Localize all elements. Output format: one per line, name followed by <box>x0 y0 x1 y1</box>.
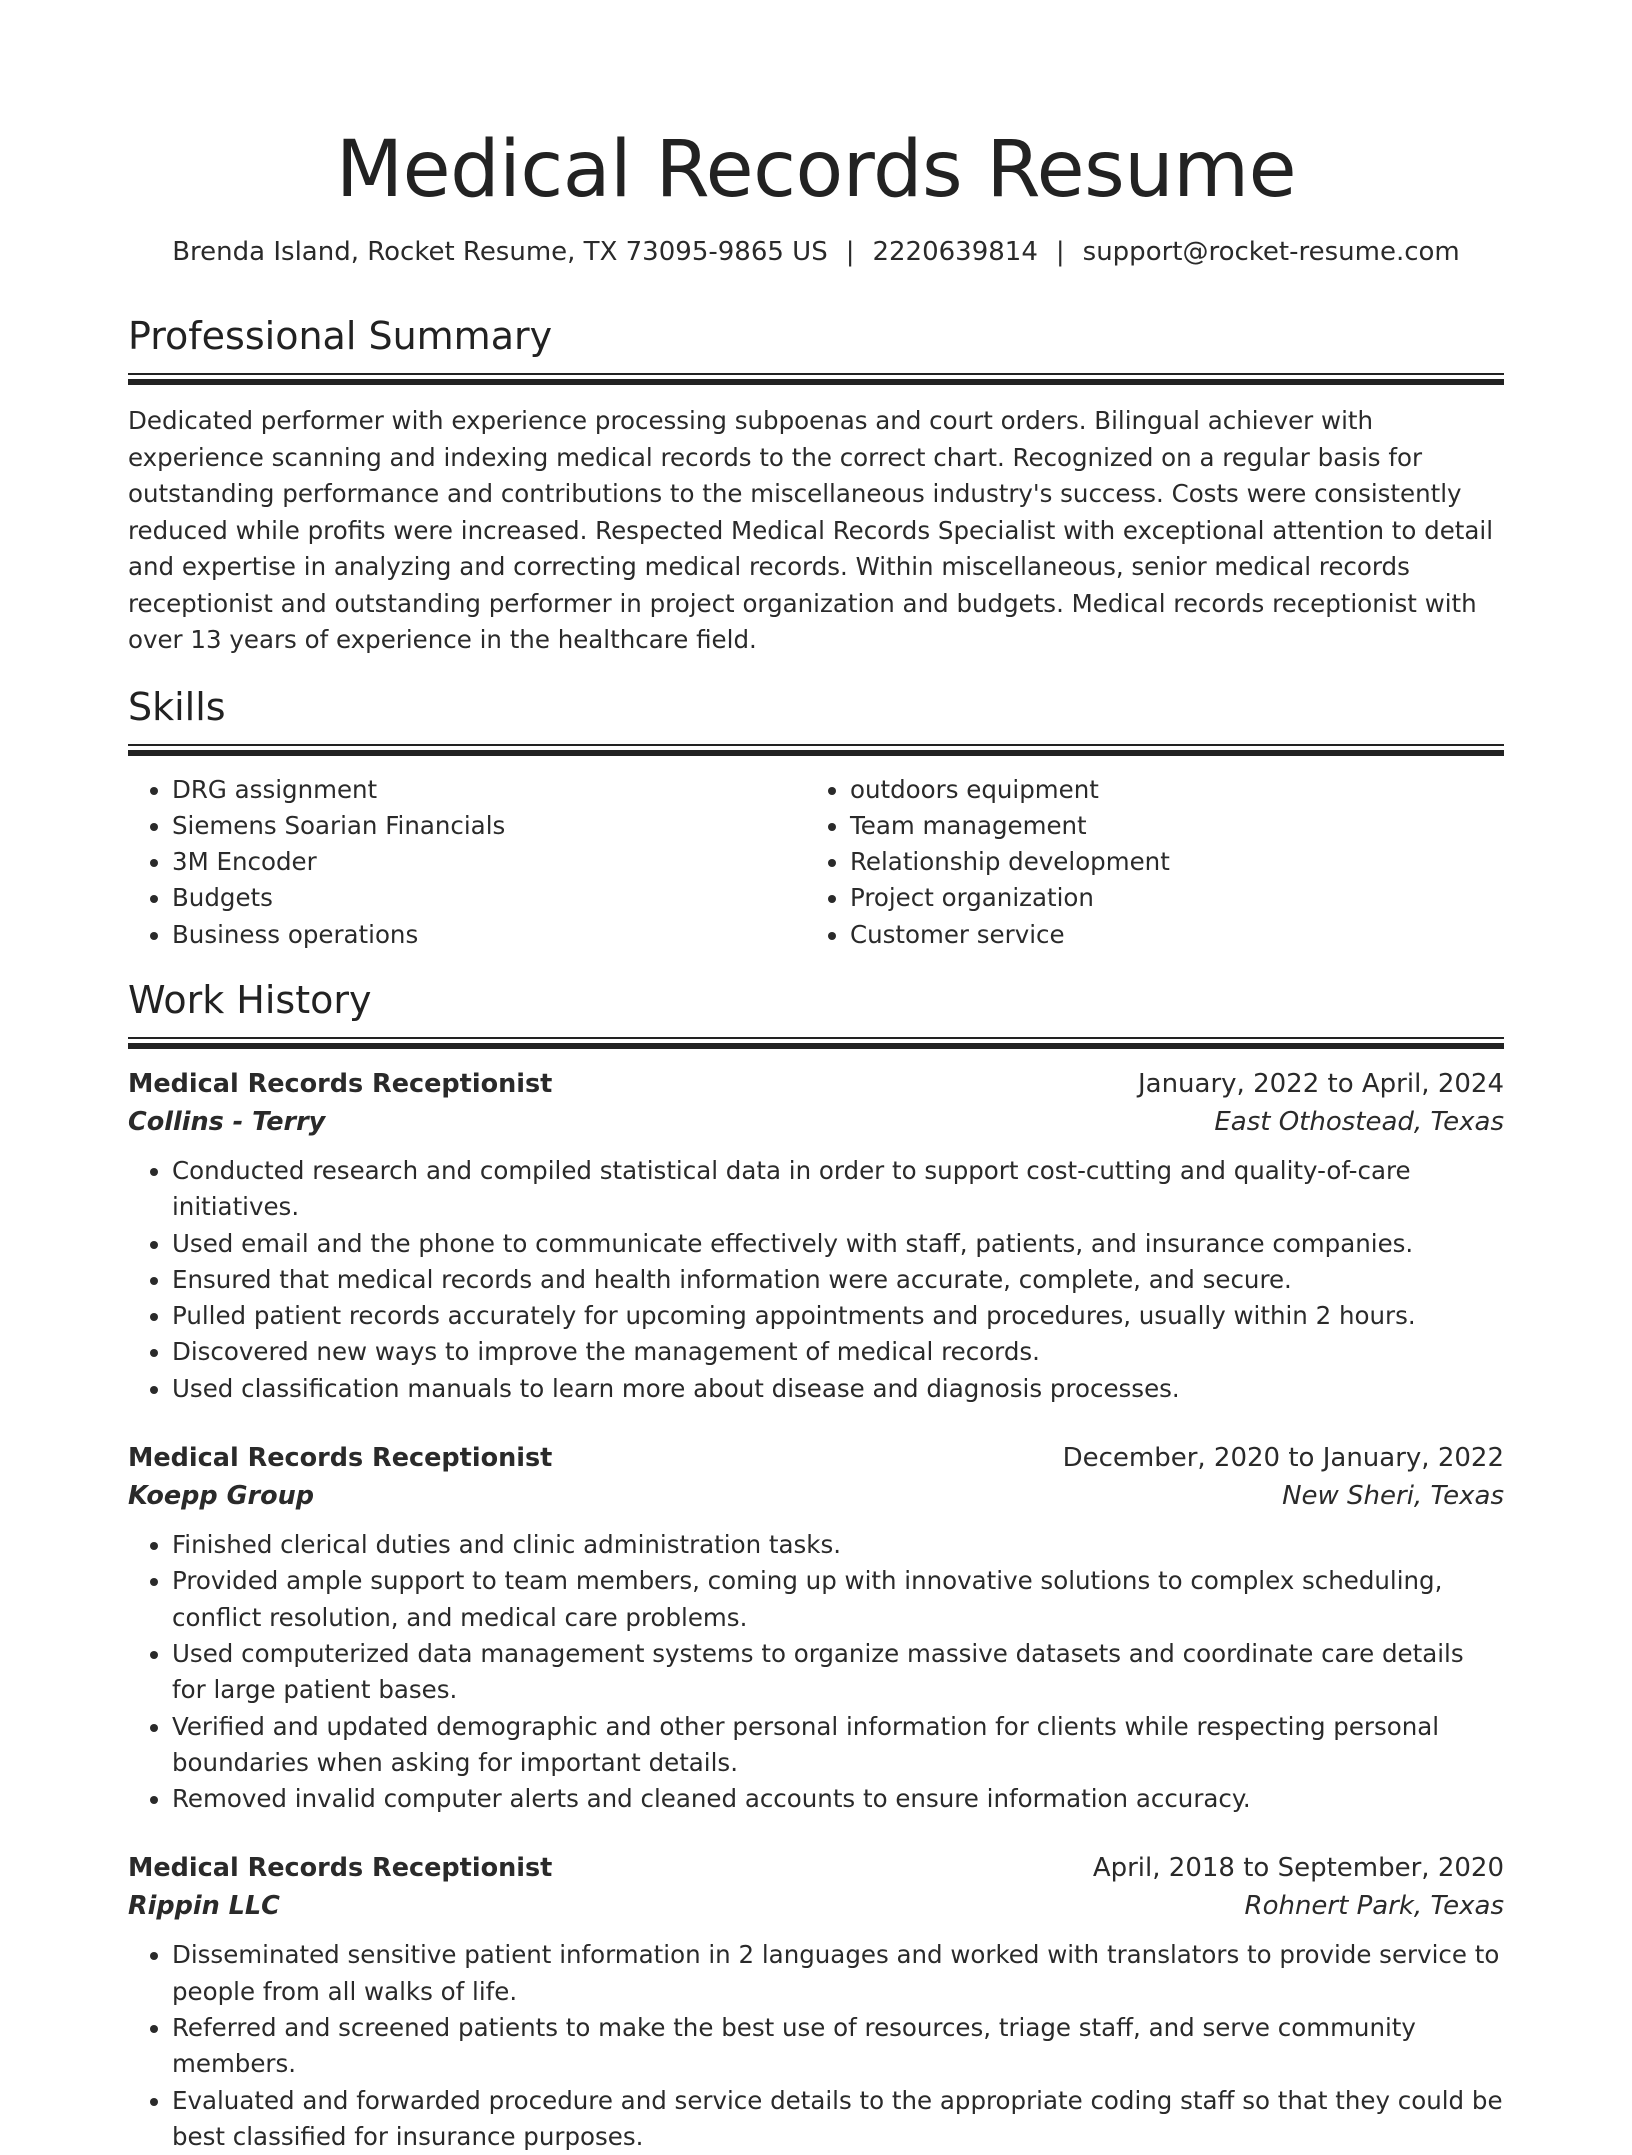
contact-separator: | <box>1055 237 1065 267</box>
job-company: Rippin LLC <box>128 1891 280 1922</box>
contact-phone: 2220639814 <box>872 237 1038 267</box>
summary-section <box>128 311 1504 659</box>
job-bullet: • Evaluated and forwarded procedure and service details to the appropriate coding staff so that they could be best classified for insurance purposes. <box>172 2083 1504 2155</box>
resume-title: Medical Records Resume <box>335 125 1297 215</box>
job-bullet: • Referred and screened patients to make the best use of resources, triage staff, and serve community members. <box>172 2010 1504 2083</box>
contact-separator: | <box>845 237 855 267</box>
job-dates: December, 2020 to January, 2022 <box>1062 1443 1504 1474</box>
job-subheader <box>128 1103 1504 1141</box>
job-location: New Sheri, Texas <box>1282 1481 1504 1512</box>
contact-address: Brenda Island, Rocket Resume, TX 73095-9865 US <box>172 237 828 267</box>
job-subheader <box>128 1887 1504 1925</box>
job-entry <box>128 1849 1504 2155</box>
job-bullet: • Used email and the phone to communicate effectively with staff, patients, and insurance companies. <box>172 1226 1504 1262</box>
skill-item: • Siemens Soarian Financials <box>172 808 806 844</box>
job-bullet-list <box>128 1153 1504 1407</box>
skill-item: • DRG assignment <box>172 772 806 808</box>
job-dates: January, 2022 to April, 2024 <box>1137 1068 1504 1099</box>
skills-heading: Skills <box>128 684 226 729</box>
section-divider <box>128 1037 1504 1049</box>
job-location: Rohnert Park, Texas <box>1244 1891 1504 1922</box>
skill-item: • Project organization <box>850 880 1484 916</box>
skill-item: • 3M Encoder <box>172 844 806 880</box>
job-header <box>128 1065 1504 1103</box>
job-company: Koepp Group <box>128 1481 314 1512</box>
section-divider <box>128 744 1504 756</box>
job-title: Medical Records Receptionist <box>128 1443 553 1474</box>
work-heading: Work History <box>128 977 372 1022</box>
job-location: East Othostead, Texas <box>1214 1106 1504 1137</box>
job-bullet: • Pulled patient records accurately for upcoming appointments and procedures, usually within 2 hours. <box>172 1298 1504 1334</box>
summary-text: Dedicated performer with experience processing subpoenas and court orders. Bilingual achiever with experience scanning and indexing medical records to the correct chart. Recognized on a regular basis for outstanding performance and contributions to the miscellaneous industry's success. Costs were consistently reduced while profits were increased. Respected Medical Records Specialist with exceptional attention to detail and expertise in analyzing and correcting medical records. Within miscellaneous, senior medical records receptionist and outstanding performer in project organization and budgets. Medical records receptionist with over 13 years of experience in the healthcare field. <box>128 406 1494 654</box>
job-bullet: • Conducted research and compiled statistical data in order to support cost-cutting and quality-of-care initiatives. <box>172 1153 1504 1226</box>
job-bullet: • Ensured that medical records and health information were accurate, complete, and secure. <box>172 1262 1504 1298</box>
job-bullet: • Discovered new ways to improve the management of medical records. <box>172 1334 1504 1370</box>
skill-item: • outdoors equipment <box>850 772 1484 808</box>
job-bullet: • Used classification manuals to learn more about disease and diagnosis processes. <box>172 1371 1504 1407</box>
skill-item: • Business operations <box>172 917 806 953</box>
skill-item: • Budgets <box>172 880 806 916</box>
skills-list-left <box>128 772 806 953</box>
job-header <box>128 1849 1504 1887</box>
skills-list-right <box>806 772 1484 953</box>
job-title: Medical Records Receptionist <box>128 1068 553 1099</box>
job-bullet-list <box>128 1527 1504 1817</box>
skills-column-left <box>128 772 806 953</box>
job-header <box>128 1439 1504 1477</box>
job-dates: April, 2018 to September, 2020 <box>1092 1853 1504 1884</box>
skills-columns <box>128 772 1504 953</box>
skill-item: • Customer service <box>850 917 1484 953</box>
work-section <box>128 975 1504 2155</box>
job-entry <box>128 1065 1504 1407</box>
skills-section <box>128 682 1504 953</box>
skill-item: • Team management <box>850 808 1484 844</box>
resume-page <box>128 0 1504 2155</box>
skill-item: • Relationship development <box>850 844 1484 880</box>
job-bullet: • Provided ample support to team members, coming up with innovative solutions to complex scheduling, conflict resolution, and medical care problems. <box>172 1563 1504 1636</box>
contact-email: support@rocket-resume.com <box>1082 237 1460 267</box>
skills-column-right <box>806 772 1484 953</box>
job-bullet-list <box>128 1937 1504 2155</box>
job-bullet: • Finished clerical duties and clinic administration tasks. <box>172 1527 1504 1563</box>
job-bullet: • Removed invalid computer alerts and cleaned accounts to ensure information accuracy. <box>172 1781 1504 1817</box>
job-bullet: • Used computerized data management systems to organize massive datasets and coordinate care details for large patient bases. <box>172 1636 1504 1709</box>
job-entry <box>128 1439 1504 1817</box>
summary-heading: Professional Summary <box>128 314 553 358</box>
job-bullet: • Disseminated sensitive patient information in 2 languages and worked with translators to provide service to people from all walks of life. <box>172 1937 1504 2010</box>
contact-line <box>128 235 1504 269</box>
job-title: Medical Records Receptionist <box>128 1853 553 1884</box>
section-divider <box>128 373 1504 385</box>
job-subheader <box>128 1477 1504 1515</box>
job-bullet: • Verified and updated demographic and other personal information for clients while respecting personal boundaries when asking for important details. <box>172 1709 1504 1782</box>
job-company: Collins - Terry <box>128 1106 326 1137</box>
